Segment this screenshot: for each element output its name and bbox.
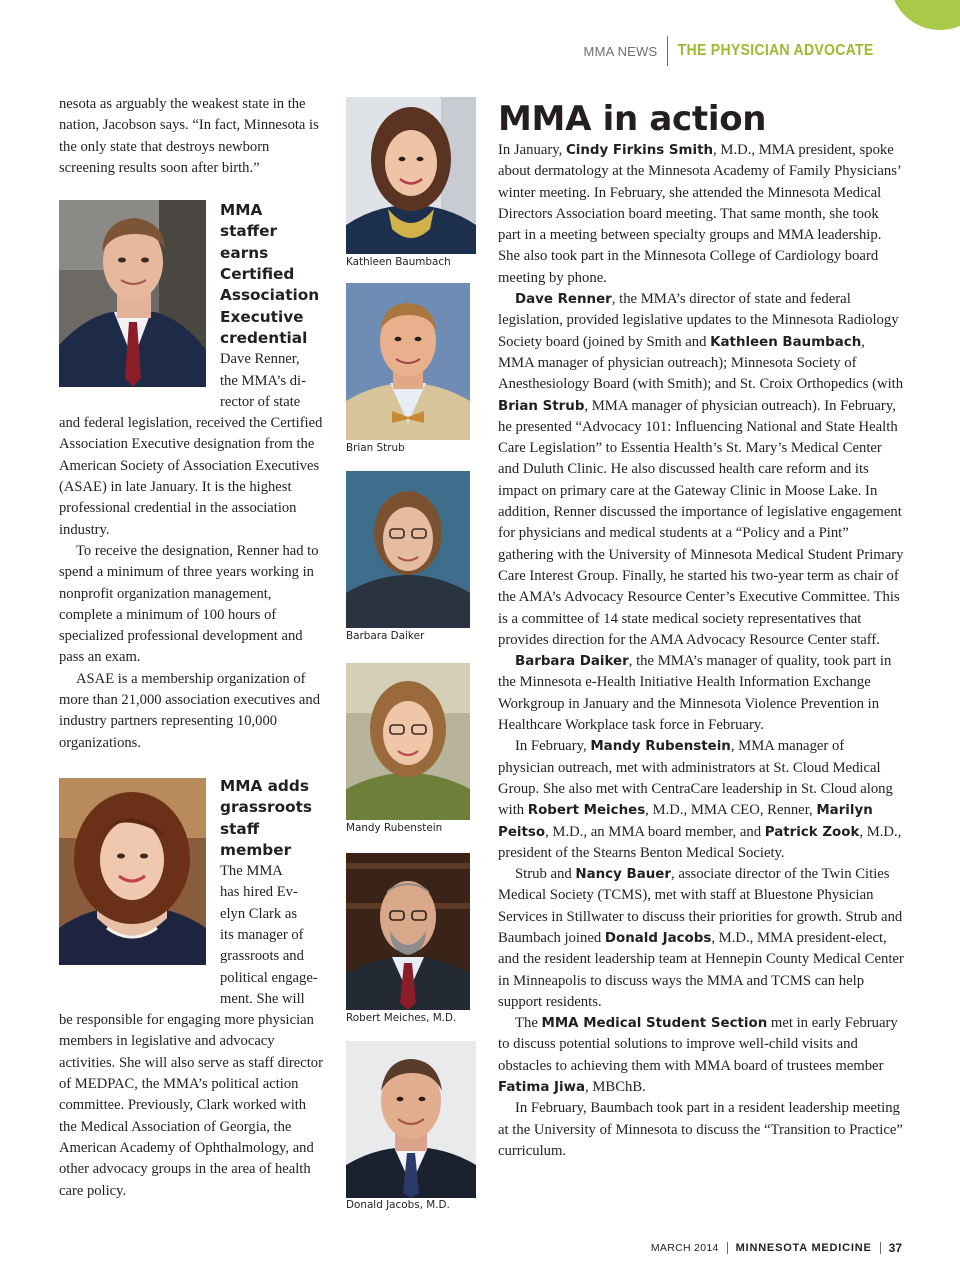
article2-wrap-text: The MMA has hired Ev- elyn Clark as its manager of grassroots and political engage- ment. She will [220, 863, 318, 1007]
page-footer [651, 1241, 902, 1255]
footer-divider [727, 1242, 728, 1254]
page-number: 37 [888, 1241, 902, 1255]
photo-kathleen-baumbach [346, 97, 476, 254]
issue-date: MARCH 2014 [650, 1242, 719, 1254]
paragraph-1: In January, Cindy Firkins Smith, M.D., MMA president, spoke about dermatology at the Minnesota Academy of Family Physicians’ winter meeting. In February, she attended the Minnesota Medical Directors Association board meeting. That same month, she took part in a meeting between specialty groups and MMA leadership. She also took part in the Minnesota College of Cardiology board meeting by phone. [498, 142, 901, 286]
paragraph-2: Dave Renner, the MMA’s director of state and federal legislation, provided legislative updates to the Minnesota Radiology Society board (joined by Smith and Kathleen Baumbach, MMA manager of physician outreach); Minnesota Society of Anesthesiology Board (with Smith); and St. Croix Orthopedics (with Brian Strub, MMA manager of physician outreach). In February, he presented “Advocacy 101: Influencing National and State Health Care Legislation” to Essentia Health’s St. Mary’s Medical Center and Duluth Clinic. He also discussed health care reform and its impact on primary care at the Gateway Clinic in Moose Lake. In addition, Renner discussed the importance of legislative engagement for physicians and medical students at a “Policy and a Pint” gathering with the University of Minnesota Medical Student Primary Care Interest Group. Finally, he started his two-year term as chair of the AMA’s Advocacy Resource Center’s Executive Committee. This is a committee of 14 state medical society representatives that provides direction for the AMA Advocacy Resource Center staff. [498, 291, 904, 648]
paragraph-5: Strub and Nancy Bauer, associate director of the Twin Cities Medical Society (TCMS), met with staff at Bluestone Physician Services in Stillwater to discuss their priorities for growth. Strub and Baumbach joined Donald Jacobs, M.D., MMA president-elect, and the resident leadership team at Hennepin County Medical Center in Minneapolis to discuss ways the MMA and TCMS can help support residents. [498, 866, 904, 1010]
caption-brian-strub: Brian Strub [346, 442, 405, 454]
photo-brian-strub [346, 283, 470, 440]
article-staffer-credential [59, 200, 327, 754]
paragraph-6: The MMA Medical Student Section met in early February to discuss potential solutions to improve well-child visits and obstacles to achieving them with MMA board of trustees member Fatima Jiwa, MBChB. [498, 1015, 898, 1096]
corner-decoration [890, 0, 960, 30]
article2-heading: MMA adds grassroots staff member [220, 776, 313, 859]
article1-body: and federal legislation, received the Certified Association Executive designation from the American Society of Association Executives (ASAE) in late January. It is the highest professional credential in the association industry. [59, 415, 323, 538]
magazine-name: MINNESOTA MEDICINE [735, 1242, 872, 1254]
footer-divider-2 [880, 1242, 881, 1254]
article-body [498, 140, 904, 1162]
article-grassroots-staff [59, 776, 327, 1202]
photo-dave-renner [59, 200, 206, 387]
photo-robert-meiches [346, 853, 470, 1010]
article1-heading: MMA staffer earns Certified Association Executive credential [220, 201, 320, 347]
article-title: MMA in action [498, 99, 767, 139]
paragraph-4: In February, Mandy Rubenstein, MMA manager of physician outreach, met with administrators at St. Cloud Medical Group. She also met with CentraCare leadership in St. Cloud along with Robert Meiches, M.D., MMA CEO, Renner, Marilyn Peitso, M.D., an MMA board member, and Patrick Zook, M.D., president of the Stearns Benton Medical Society. [498, 738, 902, 861]
paragraph-7: In February, Baumbach took part in a resident leadership meeting at the University of Minnesota to discuss the “Transition to Practice” curriculum. [498, 1100, 903, 1159]
photo-mandy-rubenstein [346, 663, 470, 820]
caption-mandy-rubenstein: Mandy Rubenstein [346, 822, 443, 834]
paragraph-3: Barbara Daiker, the MMA’s manager of quality, took part in the Minnesota e-Health Initiative Health Information Exchange Workgroup in January and the Minnesota Violence Prevention in Healthcare Workplace task force in February. [498, 653, 892, 734]
caption-kathleen-baumbach: Kathleen Baumbach [346, 256, 451, 268]
photo-barbara-daiker [346, 471, 470, 628]
right-column [498, 98, 904, 1162]
caption-donald-jacobs: Donald Jacobs, M.D. [346, 1199, 450, 1211]
photo-evelyn-clark [59, 778, 206, 965]
caption-robert-meiches: Robert Meiches, M.D. [346, 1012, 457, 1024]
article1-paragraph-3: ASAE is a membership organization of more than 21,000 association executives and industry partners representing 10,000 organizations. [59, 670, 320, 751]
publication-label: THE PHYSICIAN ADVOCATE [678, 42, 874, 59]
page-header [584, 36, 902, 66]
article2-body: be responsible for engaging more physician members in legislative and advocacy activities. She will also serve as staff director of MEDPAC, the MMA’s political action committee. Previously, Clark worked with the Medical Association of Georgia, the American Academy of Ophthalmology, and other advocacy groups in the area of health care policy. [59, 1012, 323, 1199]
photo-donald-jacobs [346, 1041, 476, 1198]
section-label: MMA NEWS [583, 43, 658, 59]
intro-paragraph: nesota as arguably the weakest state in the nation, Jacobson says. “In fact, Minnesota is the only state that destroys newborn screening results soon after birth.” [59, 96, 319, 176]
left-column [59, 94, 327, 1202]
caption-barbara-daiker: Barbara Daiker [346, 630, 425, 642]
article1-wrap-text: Dave Renner, the MMA’s di- rector of state [220, 351, 306, 410]
article1-paragraph-2: To receive the designation, Renner had to spend a minimum of three years working in nonprofit organization management, complete a minimum of 100 hours of specialized professional development and pass an exam. [59, 542, 319, 666]
